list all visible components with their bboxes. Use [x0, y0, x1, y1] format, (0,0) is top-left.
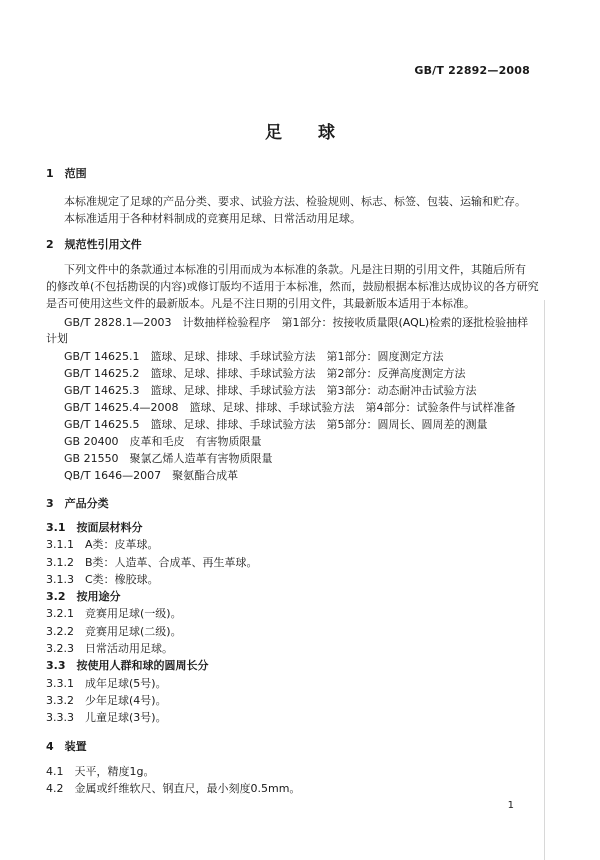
clause-item: 3.3.1 成年足球(5号)。 — [46, 677, 167, 690]
clause-item: 3.1.1 A类：皮革球。 — [46, 538, 159, 551]
reference-item: GB/T 14625.2 篮球、足球、排球、手球试验方法 第2部分：反弹高度测定方法 — [64, 367, 466, 380]
section-1-heading: 1 范围 — [46, 167, 87, 180]
section-4-heading: 4 装置 — [46, 740, 87, 753]
subsection-heading: 3.3 按使用人群和球的圆周长分 — [46, 659, 209, 672]
reference-item: GB/T 2828.1—2003 计数抽样检验程序 第1部分：按接收质量限(AQL)检索的逐批检验抽样 — [64, 316, 529, 329]
scan-edge-shadow — [544, 300, 545, 860]
clause-item: 3.3.3 儿童足球(3号)。 — [46, 711, 167, 724]
reference-item: GB 21550 聚氯乙烯人造革有害物质限量 — [64, 452, 273, 465]
clause-item: 3.1.2 B类：人造革、合成革、再生革球。 — [46, 556, 258, 569]
clause-item: 3.2.1 竞赛用足球(一级)。 — [46, 607, 182, 620]
reference-item-continued: 计划 — [46, 332, 68, 345]
page-number: 1 — [507, 800, 514, 811]
reference-item: GB/T 14625.4—2008 篮球、足球、排球、手球试验方法 第4部分：试验条件与试样准备 — [64, 401, 516, 414]
section-3-heading: 3 产品分类 — [46, 497, 109, 510]
clause-item: 3.2.3 日常活动用足球。 — [46, 642, 173, 655]
paragraph-line: 的修改单(不包括勘误的内容)或修订版均不适用于本标准，然而，鼓励根据本标准达成协议的各方研究 — [46, 280, 539, 293]
subsection-heading: 3.1 按面层材料分 — [46, 521, 143, 534]
clause-item: 3.2.2 竞赛用足球(二级)。 — [46, 625, 182, 638]
paragraph-line: 是否可使用这些文件的最新版本。凡是不注日期的引用文件，其最新版本适用于本标准。 — [46, 297, 475, 310]
standard-code: GB/T 22892—2008 — [414, 64, 530, 77]
paragraph-line: 下列文件中的条款通过本标准的引用而成为本标准的条款。凡是注日期的引用文件，其随后所有 — [64, 263, 526, 276]
document-title: 足球 — [265, 123, 371, 143]
reference-item: GB/T 14625.1 篮球、足球、排球、手球试验方法 第1部分：圆度测定方法 — [64, 350, 444, 363]
paragraph-line: 本标准规定了足球的产品分类、要求、试验方法、检验规则、标志、标签、包装、运输和贮存。 — [64, 195, 526, 208]
paragraph-line: 本标准适用于各种材料制成的竞赛用足球、日常活动用足球。 — [64, 212, 361, 225]
clause-item: 4.1 天平，精度1g。 — [46, 765, 155, 778]
reference-item: GB/T 14625.5 篮球、足球、排球、手球试验方法 第5部分：圆周长、圆周差的测量 — [64, 418, 488, 431]
clause-item: 4.2 金属或纤维软尺、钢直尺，最小刻度0.5mm。 — [46, 782, 301, 795]
clause-item: 3.3.2 少年足球(4号)。 — [46, 694, 167, 707]
reference-item: GB 20400 皮革和毛皮 有害物质限量 — [64, 435, 262, 448]
section-2-heading: 2 规范性引用文件 — [46, 238, 142, 251]
subsection-heading: 3.2 按用途分 — [46, 590, 121, 603]
reference-item: QB/T 1646—2007 聚氨酯合成革 — [64, 469, 239, 482]
clause-item: 3.1.3 C类：橡胶球。 — [46, 573, 159, 586]
reference-item: GB/T 14625.3 篮球、足球、排球、手球试验方法 第3部分：动态耐冲击试验方法 — [64, 384, 477, 397]
